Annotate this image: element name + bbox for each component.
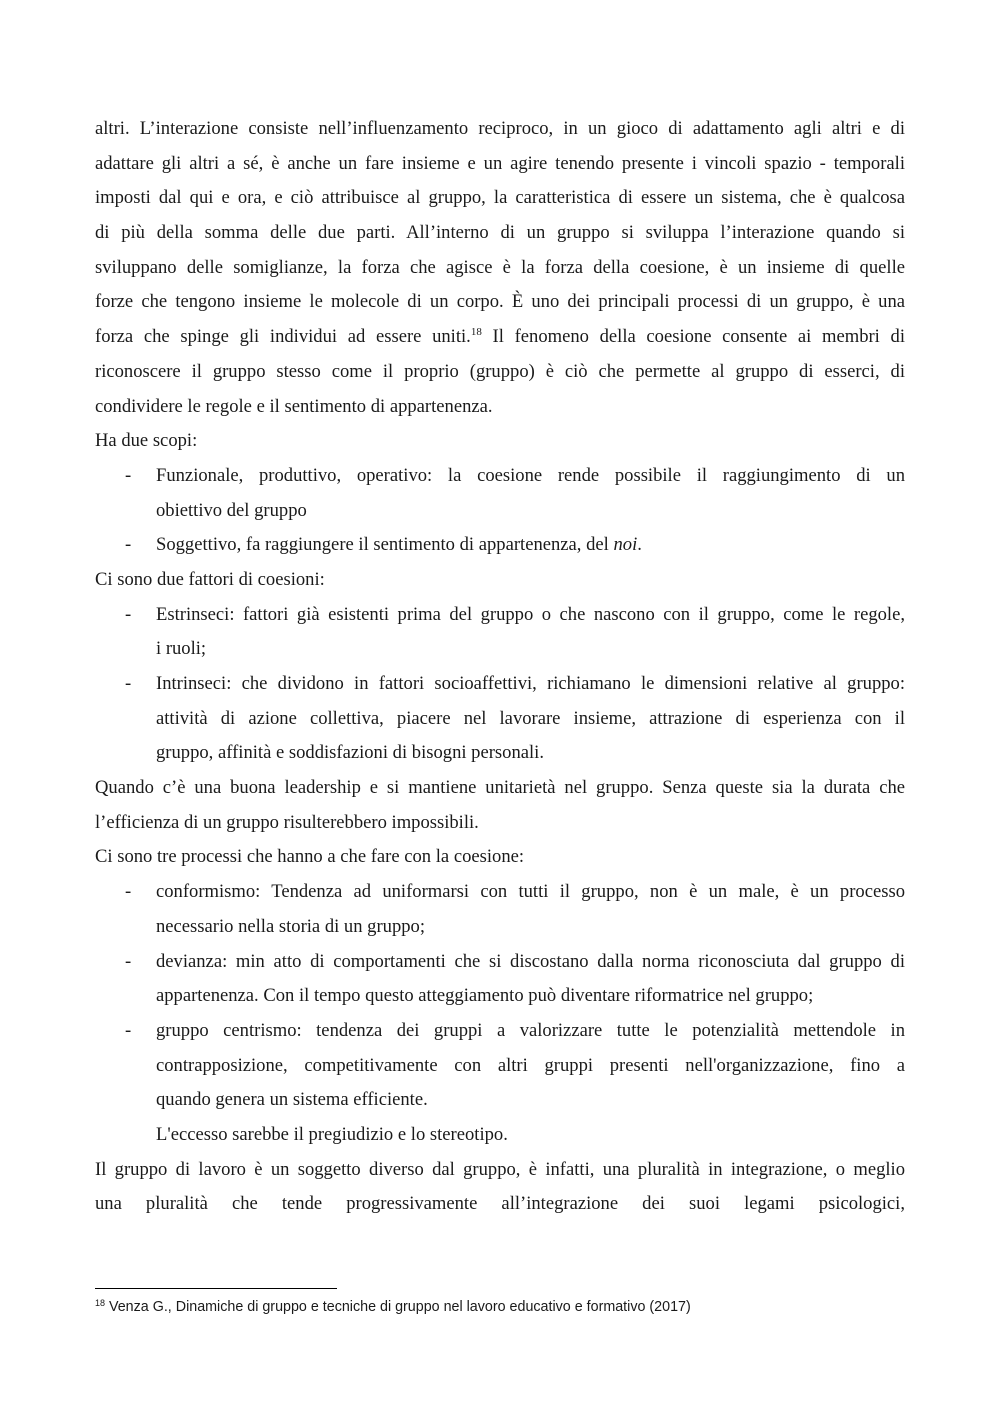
text-line: riconoscere il gruppo stesso come il proprio (gruppo) è ciò che permette al gruppo di esserci, di bbox=[95, 360, 905, 382]
section-scopi bbox=[95, 424, 905, 563]
list-item bbox=[95, 459, 905, 494]
list-item-continuation: appartenenza. Con il tempo questo atteggiamento può diventare riformatrice nel gruppo; bbox=[156, 985, 814, 1007]
list-intro: Ci sono due fattori di coesioni: bbox=[95, 568, 325, 590]
text-line: sviluppano delle somiglianze, la forza che agisce è la forza della coesione, è un insieme di quelle bbox=[95, 256, 905, 278]
list-item-continuation: quando genera un sistema efficiente. bbox=[156, 1089, 428, 1111]
text-line: condividere le regole e il sentimento di appartenenza. bbox=[95, 395, 493, 417]
dash-bullet: - bbox=[125, 881, 132, 903]
footnote-number: 18 bbox=[95, 1298, 106, 1309]
list-item-continuation: attività di azione collettiva, piacere nel lavorare insieme, attrazione di esperienza con il bbox=[156, 707, 905, 729]
emphasized-word: noi bbox=[613, 534, 638, 556]
footnote-separator bbox=[95, 1288, 337, 1289]
dash-bullet: - bbox=[125, 950, 132, 972]
dash-bullet: - bbox=[125, 534, 132, 556]
list-item bbox=[95, 528, 905, 563]
text-line: forze che tengono insieme le molecole di un corpo. È uno dei principali processi di un gruppo, è una bbox=[95, 291, 905, 313]
text-line: imposti dal qui e ora, e ciò attribuisce al gruppo, la caratteristica di essere un sistema, che è qualcosa bbox=[95, 187, 905, 209]
text-line: di più della somma delle due parti. All’interno di un gruppo si sviluppa l’interazione quando si bbox=[95, 222, 905, 244]
text-line: l’efficienza di un gruppo risulterebbero impossibili. bbox=[95, 811, 479, 833]
list-item-text: gruppo centrismo: tendenza dei gruppi a valorizzare tutte le potenzialità mettendole in bbox=[156, 1019, 905, 1041]
paragraph-interazione bbox=[95, 112, 905, 424]
footnote-reference: 18 bbox=[470, 325, 482, 338]
text-line: altri. L’interazione consiste nell’influenzamento reciproco, in un gioco di adattamento agli altri e di bbox=[95, 118, 905, 139]
list-item bbox=[95, 875, 905, 910]
text-segment: Il fenomeno della coesione consente ai membri di bbox=[481, 326, 905, 348]
footnote-text: Venza G., Dinamiche di gruppo e tecniche di gruppo nel lavoro educativo e formativo (2017) bbox=[105, 1299, 691, 1315]
section-processi bbox=[95, 840, 905, 1152]
dash-bullet: - bbox=[125, 1019, 132, 1041]
list-item-text: devianza: min atto di comportamenti che si discostano dalla norma riconosciuta dal gruppo di bbox=[156, 950, 905, 972]
text-line: adattare gli altri a sé, è anche un fare insieme e un agire tenendo presente i vincoli spazio - temporali bbox=[95, 152, 905, 174]
body-text bbox=[95, 112, 905, 1222]
list-item bbox=[95, 598, 905, 633]
list-item-continuation: contrapposizione, competitivamente con altri gruppi presenti nell'organizzazione, fino a bbox=[156, 1054, 905, 1076]
list-item-continuation: gruppo, affinità e soddisfazioni di bisogni personali. bbox=[156, 742, 544, 764]
list-item-text: . bbox=[637, 534, 642, 556]
dash-bullet: - bbox=[125, 464, 132, 486]
list-item-continuation: obiettivo del gruppo bbox=[156, 499, 307, 521]
list-item-text: Intrinseci: che dividono in fattori socioaffettivi, richiamano le dimensioni relative al gruppo: bbox=[156, 673, 905, 694]
list-item-text: Soggettivo, fa raggiungere il sentimento di appartenenza, del bbox=[156, 534, 614, 556]
list-item-text: Estrinseci: fattori già esistenti prima del gruppo o che nascono con il gruppo, come le regole, bbox=[156, 603, 905, 625]
paragraph-gruppo-lavoro bbox=[95, 1153, 905, 1222]
dash-bullet: - bbox=[125, 603, 132, 625]
list-item-continuation: necessario nella storia di un gruppo; bbox=[156, 915, 426, 937]
list-item bbox=[95, 667, 905, 702]
list-intro: Ha due scopi: bbox=[95, 430, 198, 452]
list-item-text: Funzionale, produttivo, operativo: la coesione rende possibile il raggiungimento di un bbox=[156, 464, 905, 486]
list-item-text: conformismo: Tendenza ad uniformarsi con tutti il gruppo, non è un male, è un processo bbox=[156, 881, 905, 903]
text-line-with-footnote-ref bbox=[95, 320, 905, 355]
list-item bbox=[95, 1014, 905, 1049]
footnote bbox=[95, 1297, 691, 1317]
paragraph-leadership bbox=[95, 771, 905, 840]
text-line: una pluralità che tende progressivamente all’integrazione dei suoi legami psicologici, bbox=[95, 1193, 905, 1215]
list-item bbox=[95, 945, 905, 980]
list-intro: Ci sono tre processi che hanno a che fare con la coesione: bbox=[95, 846, 525, 868]
text-line: Quando c’è una buona leadership e si mantiene unitarietà nel gruppo. Senza queste sia la durata che bbox=[95, 777, 905, 799]
text-segment: forza che spinge gli individui ad essere uniti. bbox=[95, 326, 471, 348]
list-item-continuation: i ruoli; bbox=[156, 638, 207, 660]
section-fattori bbox=[95, 563, 905, 771]
dash-bullet: - bbox=[125, 673, 132, 694]
list-item-note: L'eccesso sarebbe il pregiudizio e lo stereotipo. bbox=[156, 1123, 508, 1145]
text-line: Il gruppo di lavoro è un soggetto diverso dal gruppo, è infatti, una pluralità in integrazione, o meglio bbox=[95, 1158, 905, 1180]
